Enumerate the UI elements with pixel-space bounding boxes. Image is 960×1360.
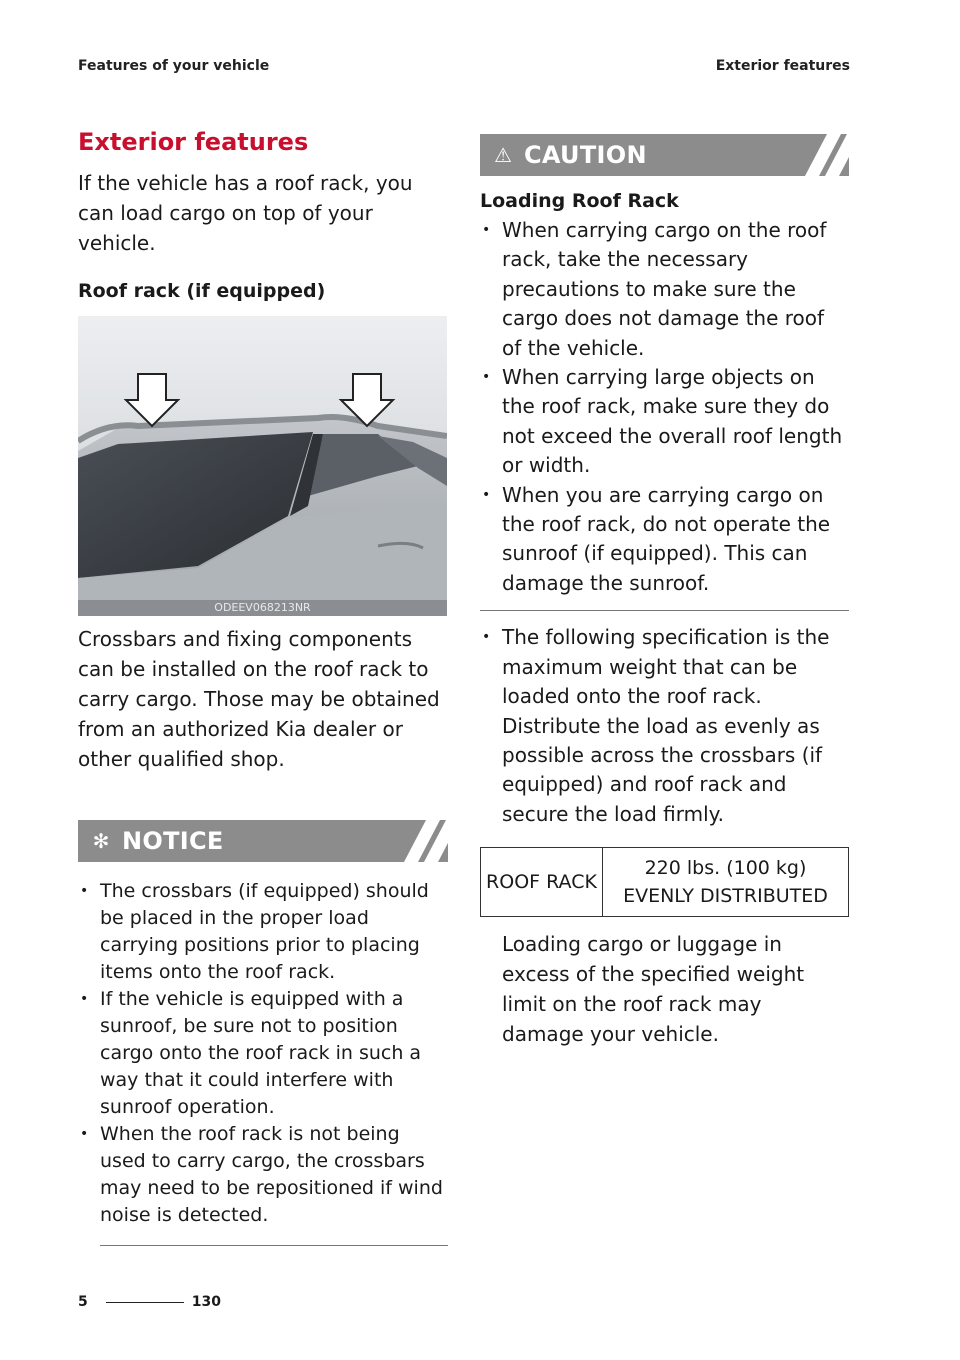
right-column [480, 134, 849, 1049]
page-number: 130 [191, 1294, 221, 1310]
banner-stripes-icon [789, 134, 849, 176]
notice-item: • When the roof rack is not being used to carry cargo, the crossbars may need to be repositioned if wind noise is detected. [78, 1121, 448, 1229]
caution-label: CAUTION [524, 141, 647, 169]
roof-rack-illustration [78, 316, 447, 616]
roof-rack-subheading: Roof rack (if equipped) [78, 280, 326, 302]
chapter-number: 5 [78, 1294, 88, 1310]
spec-value: 220 lbs. (100 kg) EVENLY DISTRIBUTED [603, 848, 849, 917]
caution-subheading: Loading Roof Rack [480, 190, 679, 212]
caution-item: • When you are carrying cargo on the roof rack, do not operate the sunroof (if equipped). This can damage the sunroof. [480, 481, 849, 599]
caution-list [480, 216, 849, 598]
page-footer [78, 1294, 221, 1310]
caution-item: • When carrying cargo on the roof rack, take the necessary precautions to make sure the cargo does not damage the roof of the vehicle. [480, 216, 849, 363]
banner-stripes-icon [388, 820, 448, 862]
table-row [481, 848, 849, 917]
spec-item: • The following specification is the maximum weight that can be loaded onto the roof rack. Distribute the load as evenly as possible across the crossbars (if equipped) and roof rack and secure the load firmly. [480, 623, 849, 829]
footer-divider [106, 1302, 184, 1303]
intro-paragraph: If the vehicle has a roof rack, you can load cargo on top of your vehicle. [78, 171, 413, 255]
notice-banner [78, 820, 448, 862]
caution-banner [480, 134, 849, 176]
asterisk-icon: ✻ [92, 829, 110, 853]
car-roof-drawing [78, 316, 447, 616]
spec-key: ROOF RACK [481, 848, 603, 917]
warning-triangle-icon: ⚠ [494, 143, 512, 167]
left-column [78, 128, 448, 1246]
load-spec-table [480, 847, 849, 917]
notice-item: • If the vehicle is equipped with a sunroof, be sure not to position cargo onto the roof rack in such a way that it could interfere with sunroof operation. [78, 986, 448, 1121]
notice-list [78, 878, 448, 1229]
header-chapter: Features of your vehicle [78, 58, 270, 74]
notice-end-divider [100, 1245, 448, 1246]
figure-code: ODEEV068213NR [78, 600, 447, 616]
caution-divider [480, 610, 849, 611]
notice-item: • The crossbars (if equipped) should be placed in the proper load carrying positions prior to placing items onto the roof rack. [78, 878, 448, 986]
header-section: Exterior features [715, 58, 850, 74]
notice-label: NOTICE [122, 827, 224, 855]
caution-item: • When carrying large objects on the roof rack, make sure they do not exceed the overall roof length or width. [480, 363, 849, 481]
section-title: Exterior features [78, 128, 309, 156]
spec-list [480, 623, 849, 829]
overload-warning: Loading cargo or luggage in excess of the specified weight limit on the roof rack may damage your vehicle. [502, 932, 805, 1047]
crossbars-paragraph: Crossbars and fixing components can be installed on the roof rack to carry cargo. Those may be obtained from an authorized Kia dealer or other qualified shop. [78, 627, 440, 771]
